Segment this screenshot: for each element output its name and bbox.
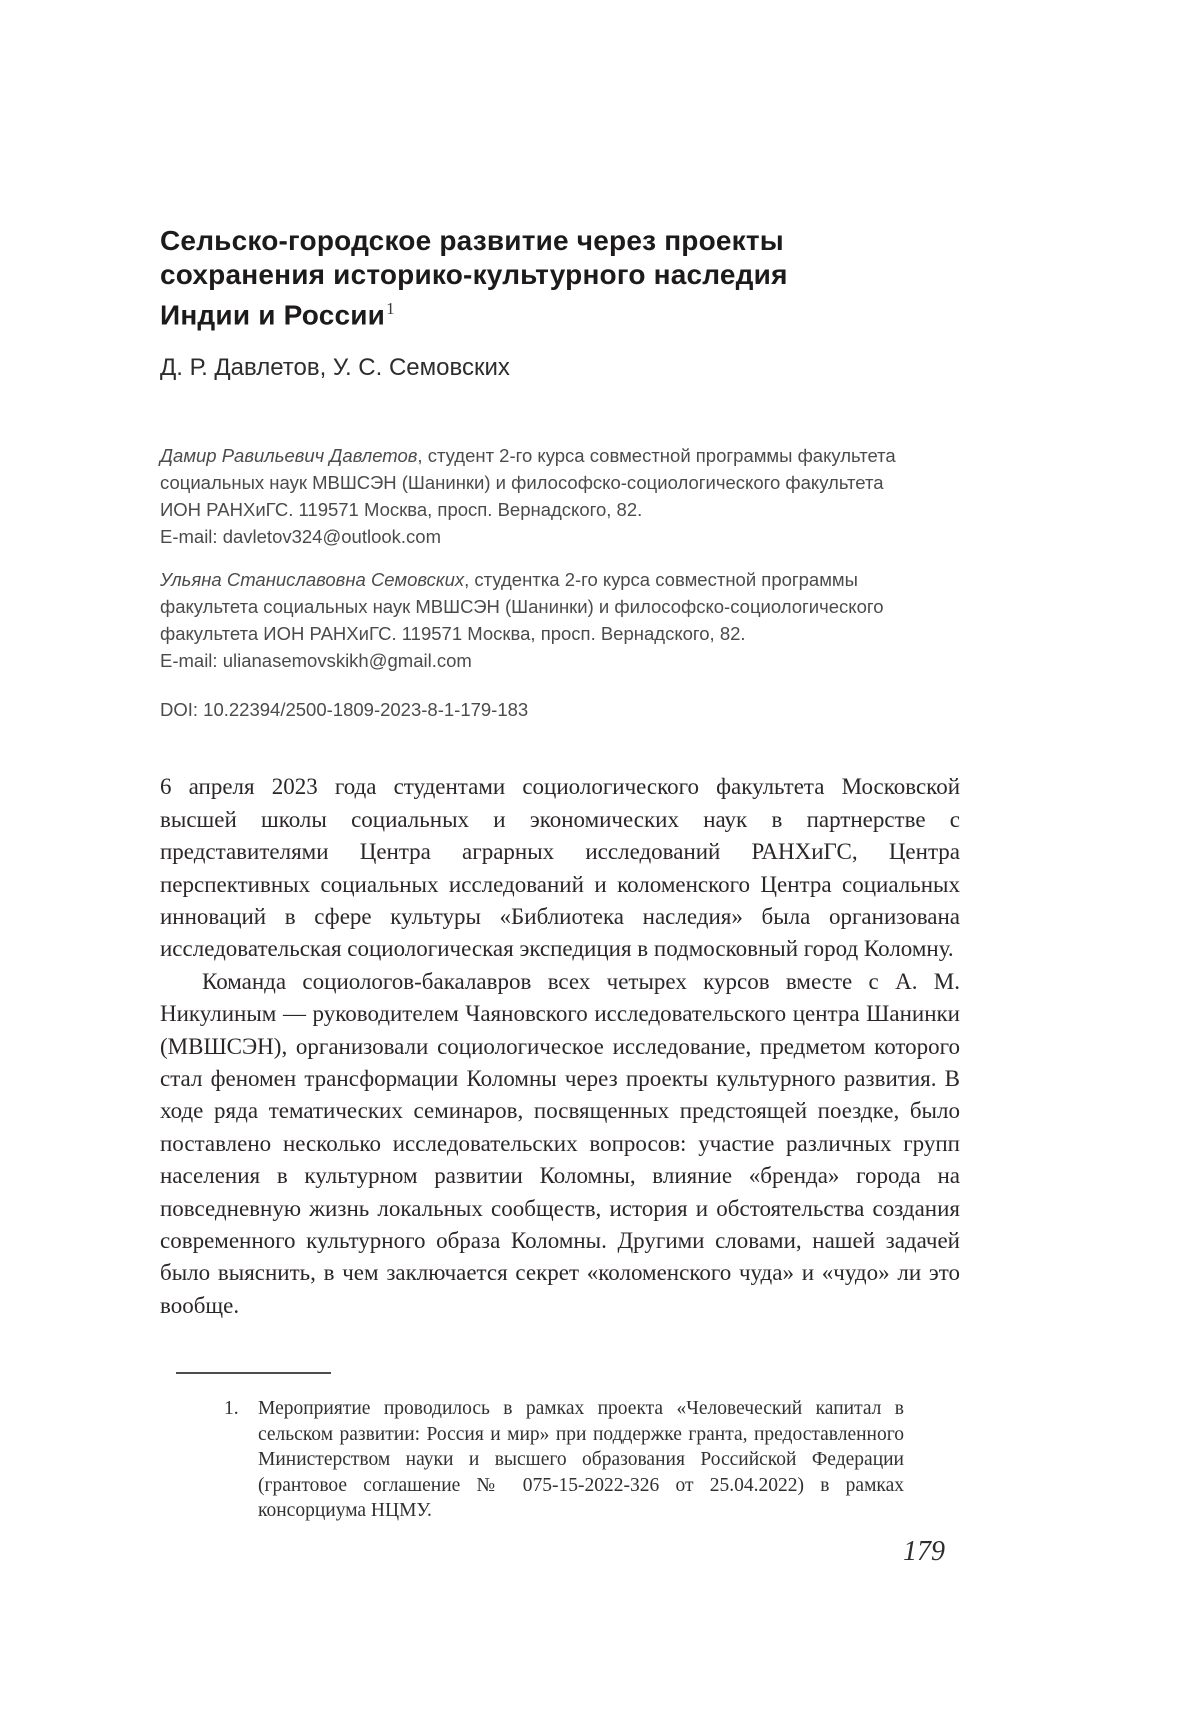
author-details-1: , студент 2-го курса совместной программы факультета социальных наук МВШСЭН (Шанинки) и философско-социологического факультета ИОН РАНХиГС. 119571 Москва, просп. Вернадского, 82.: [160, 445, 896, 521]
affiliation-text-1: [160, 442, 896, 523]
article-title: [160, 0, 960, 332]
page-number: 179: [903, 1536, 945, 1567]
affiliation-block-2: [160, 566, 896, 674]
title-line-1: Сельско-городское развитие через проекты: [160, 225, 784, 256]
affiliation-text-2: [160, 566, 896, 647]
footnote-marker: 1.: [224, 1398, 239, 1419]
title-line-3-text: Индии и России: [160, 299, 386, 331]
author-email-1: E-mail: davletov324@outlook.com: [160, 526, 441, 548]
title-line-3: [160, 292, 960, 332]
page-content: [160, 0, 960, 1322]
footnote-separator: [176, 1372, 331, 1374]
article-body: [160, 771, 960, 1322]
footnote: [224, 1396, 904, 1524]
author-details-2: , студентка 2-го курса совместной программы факультета социальных наук МВШСЭН (Шанинки) и философско-социологического факультета ИОН РАНХиГС. 119571 Москва, просп. Вернадского, 82.: [160, 569, 884, 645]
paragraph-2: Команда социологов-бакалавров всех четырех курсов вместе с А. М. Никулиным — руководителем Чаяновского исследовательского центра Шанинки (МВШСЭН), организовали социологическое исследование, предметом которого стал феномен трансформации Коломны через проекты культурного развития. В ходе ряда тематических семинаров, посвященных предстоящей поездке, было поставлено несколько исследовательских вопросов: участие различных групп населения в культурном развитии Коломны, влияние «бренда» города на повседневную жизнь локальных сообществ, история и обстоятельства создания современного культурного образа Коломны. Другими словами, нашей задачей было выяснить, в чем заключается секрет «коломенского чуда» и «чудо» ли это вообще.: [160, 968, 960, 1318]
affiliation-block-1: [160, 442, 896, 550]
paragraph-1: 6 апреля 2023 года студентами социологического факультета Московской высшей школы социальных и экономических наук в партнерстве с представителями Центра аграрных исследований РАНХиГС, Центра перспективных социальных исследований и коломенского Центра социальных инноваций в сфере культуры «Библиотека наследия» была организована исследовательская социологическая экспедиция в подмосковный город Коломну.: [160, 774, 960, 962]
footnote-area: [160, 1372, 960, 1524]
title-line-2: сохранения историко-культурного наследия: [160, 259, 788, 290]
affiliations-section: [160, 442, 960, 674]
author-name-2: Ульяна Станиславовна Семовских: [160, 569, 465, 591]
title-footnote-ref: 1: [386, 299, 395, 318]
authors-line: Д. Р. Давлетов, У. С. Семовских: [160, 354, 510, 382]
author-name-1: Дамир Равильевич Давлетов: [160, 445, 418, 467]
footnote-text: Мероприятие проводилось в рамках проекта «Человеческий капитал в сельском развитии: Россия и мир» при поддержке гранта, предоставленного Министерством науки и высшего образования Российской Федерации (грантовое соглашение № 075-15-2022-326 от 25.04.2022) в рамках консорциума НЦМУ.: [258, 1398, 904, 1521]
author-email-2: E-mail: ulianasemovskikh@gmail.com: [160, 650, 472, 672]
doi-line: DOI: 10.22394/2500-1809-2023-8-1-179-183: [160, 699, 529, 721]
